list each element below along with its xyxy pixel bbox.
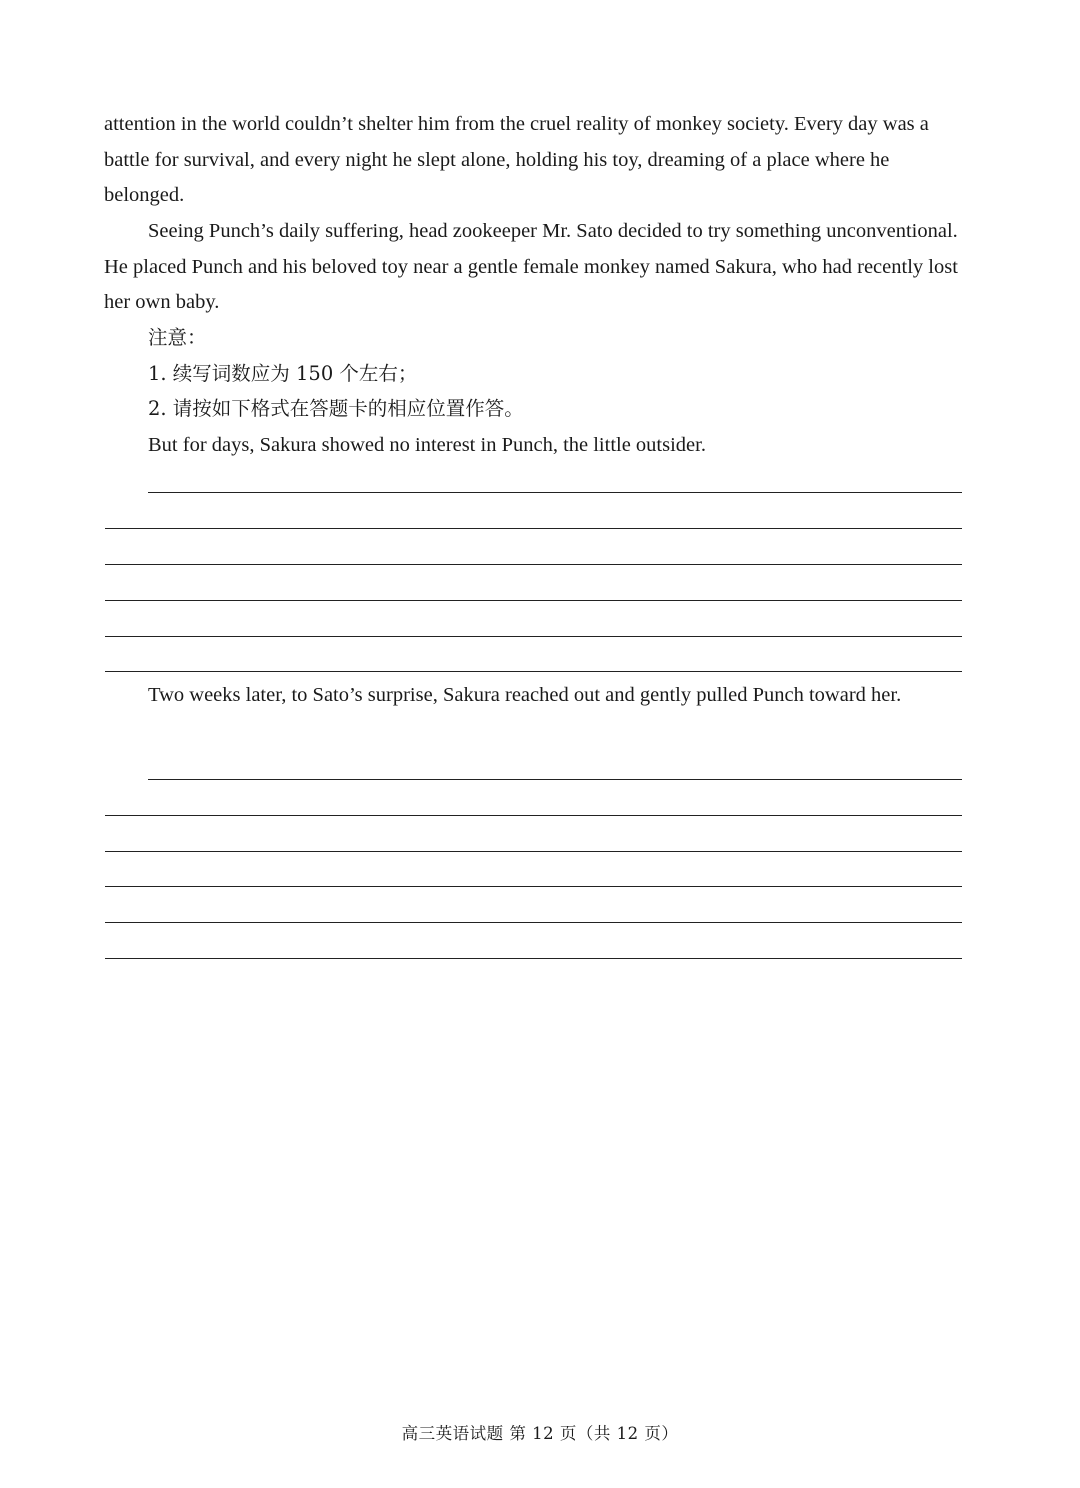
- answer-line[interactable]: [148, 779, 962, 780]
- notes-heading: 注意：: [148, 326, 207, 349]
- answer-line[interactable]: [105, 528, 962, 529]
- answer-line[interactable]: [105, 600, 962, 601]
- page-footer: 高三英语试题 第 12 页（共 12 页）: [401, 1424, 679, 1443]
- passage-paragraph-1: attention in the world couldn’t shelter him from the cruel reality of monkey society. Every day was a battle for survival, and every night he slept alone, holding his toy, dreaming of a place where he belonged.: [104, 113, 929, 206]
- answer-line[interactable]: [105, 671, 962, 672]
- answer-line[interactable]: [105, 815, 962, 816]
- answer-line[interactable]: [105, 851, 962, 852]
- continuation-prompt-2: Two weeks later, to Sato’s surprise, Sakura reached out and gently pulled Punch toward her.: [148, 684, 902, 706]
- answer-line[interactable]: [105, 886, 962, 887]
- answer-line[interactable]: [105, 564, 962, 565]
- answer-line[interactable]: [105, 636, 962, 637]
- notes-item-1: 1. 续写词数应为 150 个左右；: [148, 362, 418, 385]
- answer-line[interactable]: [105, 958, 962, 959]
- answer-line[interactable]: [148, 492, 962, 493]
- continuation-prompt-1: But for days, Sakura showed no interest in Punch, the little outsider.: [148, 434, 706, 456]
- notes-item-2: 2. 请按如下格式在答题卡的相应位置作答。: [148, 397, 524, 420]
- passage-paragraph-2: Seeing Punch’s daily suffering, head zookeeper Mr. Sato decided to try something unconventional. He placed Punch and his beloved toy near a gentle female monkey named Sakura, who had recently lost her own baby.: [104, 220, 958, 313]
- answer-line[interactable]: [105, 922, 962, 923]
